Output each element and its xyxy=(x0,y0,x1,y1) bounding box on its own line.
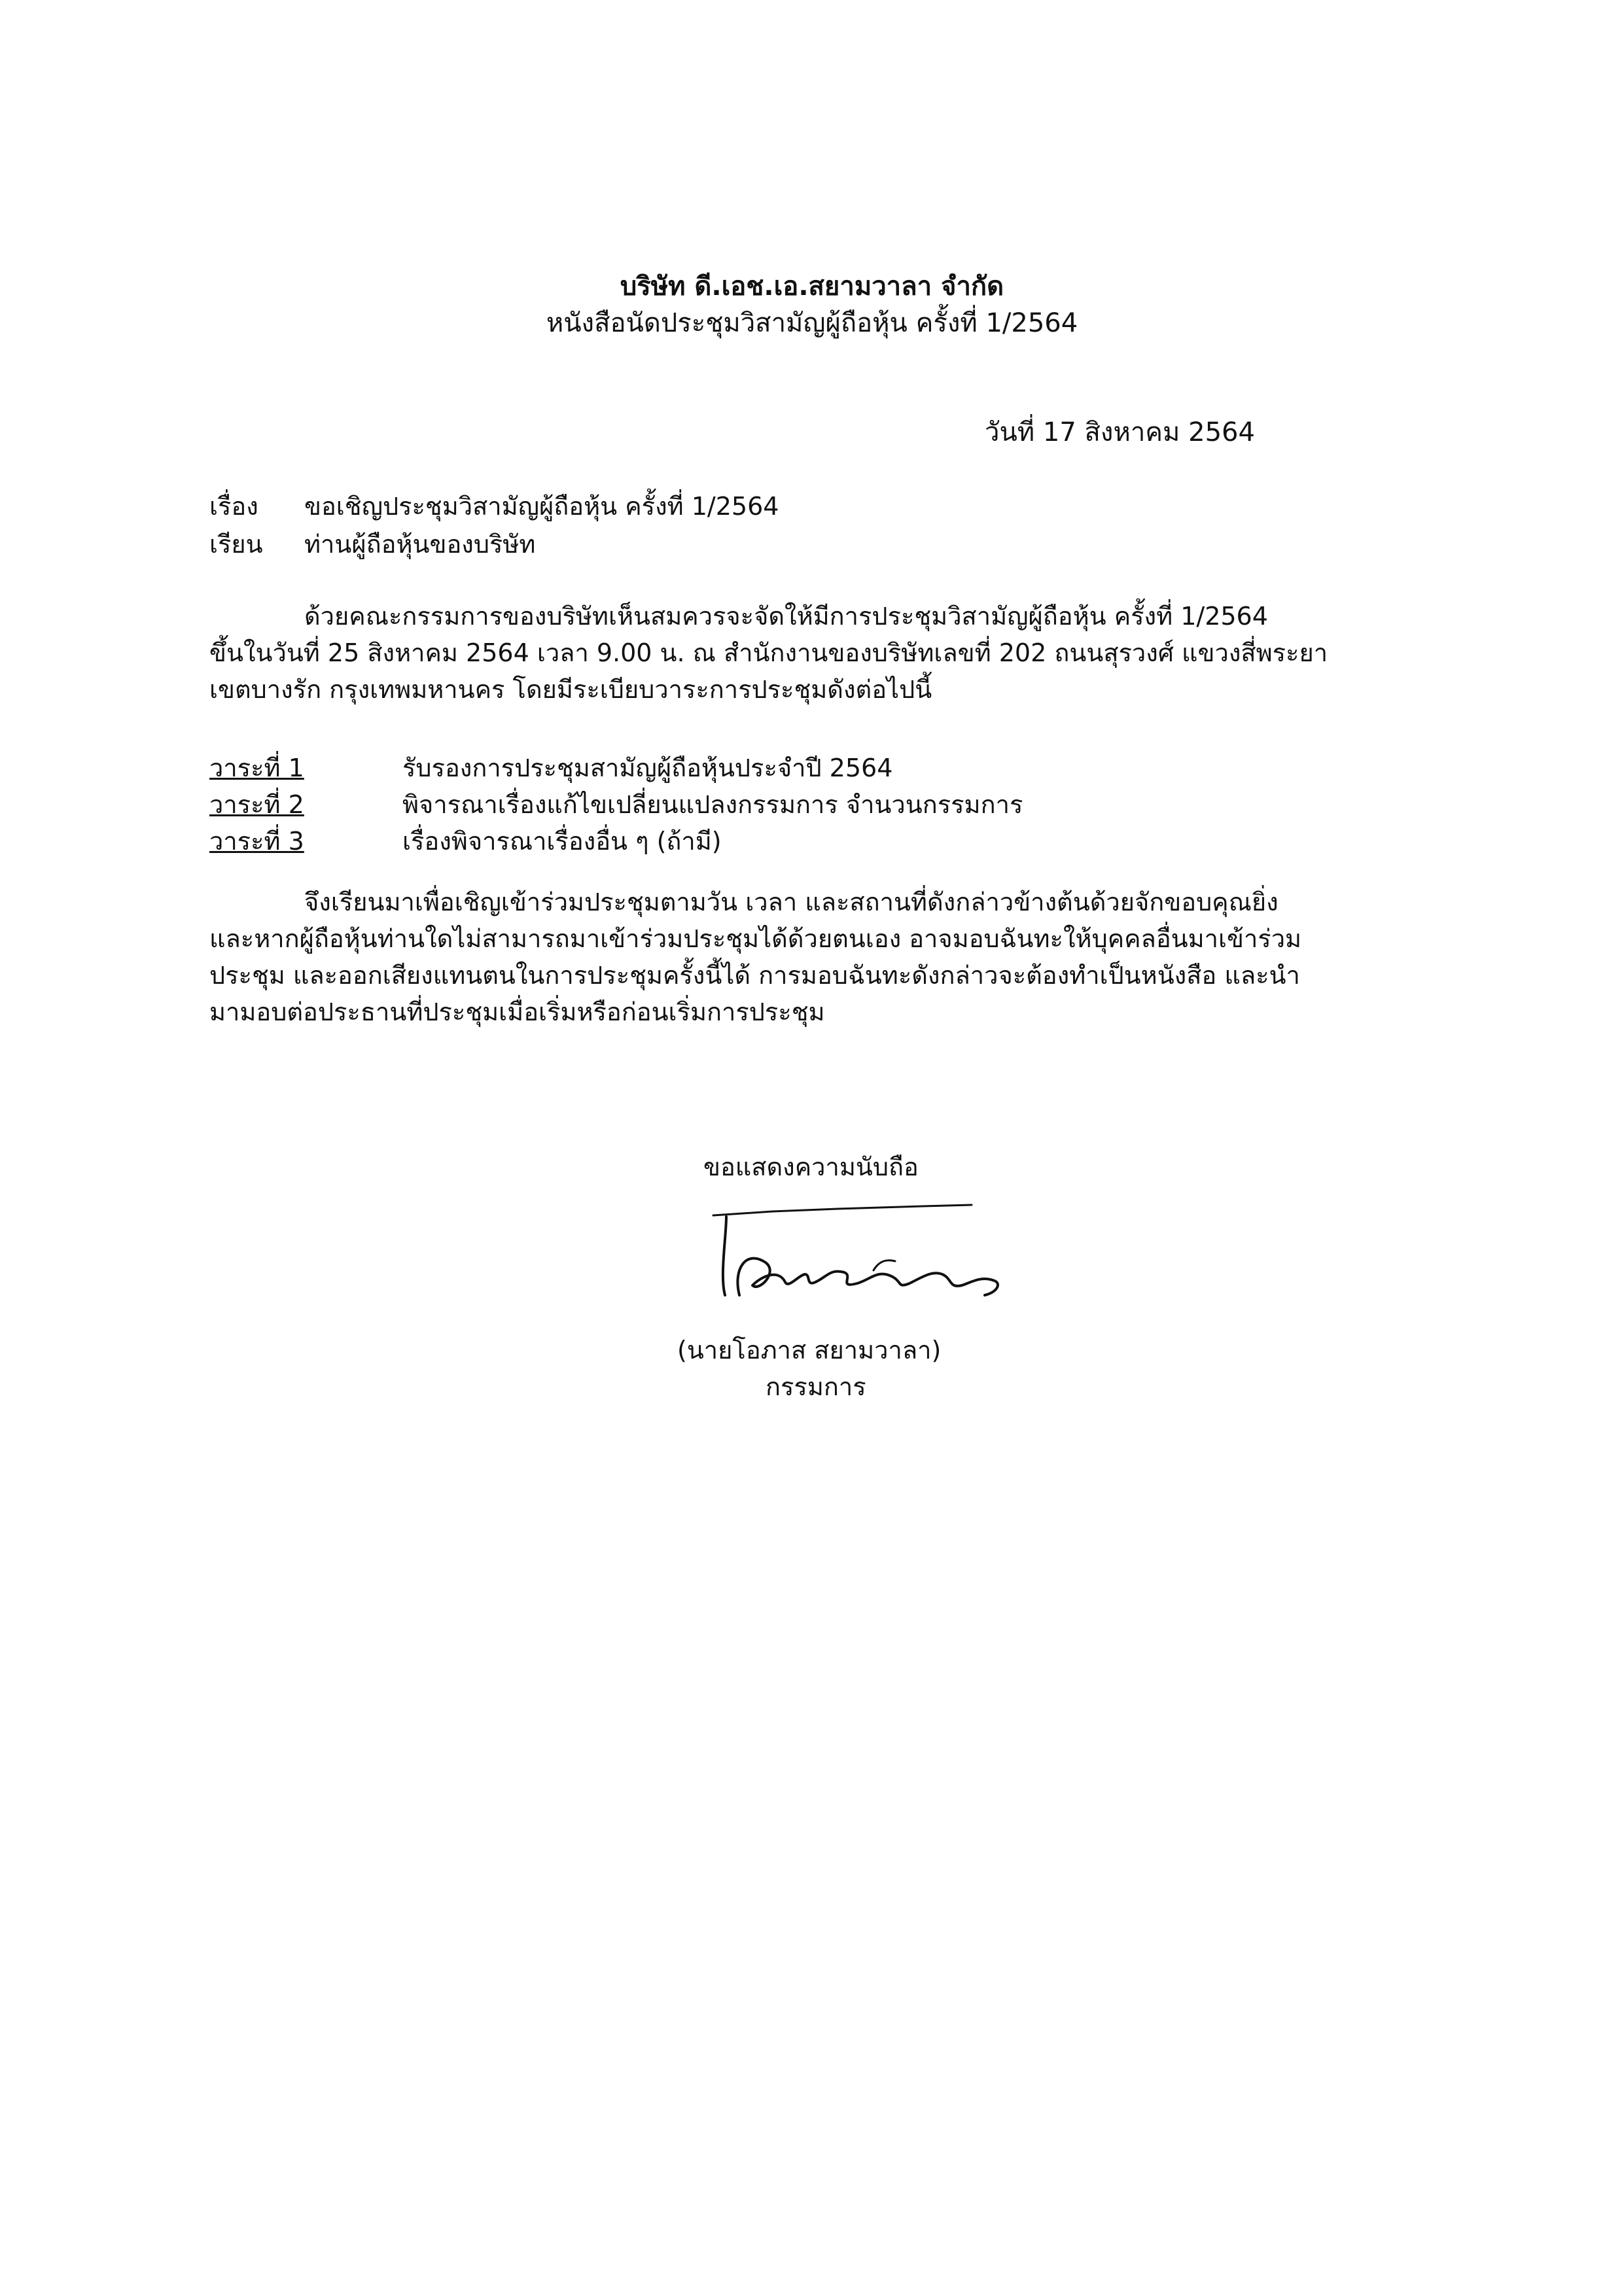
agenda-text: พิจารณาเรื่องแก้ไขเปลี่ยนแปลงกรรมการ จำนวนกรรมการ xyxy=(402,790,1023,819)
closing-line: และหากผู้ถือหุ้นท่านใดไม่สามารถมาเข้าร่วมประชุมได้ด้วยตนเอง อาจมอบฉันทะให้บุคคลอื่นมาเข้าร่วม xyxy=(209,924,1302,953)
recipient-text: ท่านผู้ถือหุ้นของบริษัท xyxy=(304,530,536,559)
intro-paragraph xyxy=(209,600,1433,710)
subject-text: ขอเชิญประชุมวิสามัญผู้ถือหุ้น ครั้งที่ 1/2564 xyxy=(304,492,779,521)
letter-date: วันที่ 17 สิงหาคม 2564 xyxy=(985,417,1255,447)
intro-line: ด้วยคณะกรรมการของบริษัทเห็นสมควรจะจัดให้มีการประชุมวิสามัญผู้ถือหุ้น ครั้งที่ 1/2564 xyxy=(304,602,1268,631)
intro-line: ขึ้นในวันที่ 25 สิงหาคม 2564 เวลา 9.00 น. ณ สำนักงานของบริษัทเลขที่ 202 ถนนสุรวงศ์ แขวงสี่พระยา xyxy=(209,638,1328,667)
closing-line: มามอบต่อประธานที่ประชุมเมื่อเริ่มหรือก่อนเริ่มการประชุม xyxy=(209,998,825,1026)
closing-line: ประชุม และออกเสียงแทนตนในการประชุมครั้งนี้ได้ การมอบฉันทะดังกล่าวจะต้องทำเป็นหนังสือ และนำ xyxy=(209,961,1300,990)
agenda-label: วาระที่ 3 xyxy=(209,827,304,856)
handwritten-signature xyxy=(707,1197,1008,1328)
subject-label: เรื่อง xyxy=(209,492,258,521)
recipient-label: เรียน xyxy=(209,530,263,559)
signer-name: (นายโอภาส สยามวาลา) xyxy=(677,1336,942,1365)
agenda-text: เรื่องพิจารณาเรื่องอื่น ๆ (ถ้ามี) xyxy=(402,827,722,856)
signer-title: กรรมการ xyxy=(766,1372,866,1401)
company-name: บริษัท ดี.เอช.เอ.สยามวาลา จำกัด xyxy=(620,271,1004,302)
agenda-text: รับรองการประชุมสามัญผู้ถือหุ้นประจำปี 2564 xyxy=(402,754,893,782)
intro-line: เขตบางรัก กรุงเทพมหานคร โดยมีระเบียบวาระการประชุมดังต่อไปนี้ xyxy=(209,675,932,704)
closing-paragraph xyxy=(209,886,1433,1033)
agenda-label: วาระที่ 1 xyxy=(209,754,304,782)
document-title: หนังสือนัดประชุมวิสามัญผู้ถือหุ้น ครั้งที่ 1/2564 xyxy=(546,308,1078,338)
regards-text: ขอแสดงความนับถือ xyxy=(703,1153,919,1181)
closing-line: จึงเรียนมาเพื่อเชิญเข้าร่วมประชุมตามวัน เวลา และสถานที่ดังกล่าวข้างต้นด้วยจักขอบคุณยิ่ง xyxy=(304,888,1279,916)
agenda-label: วาระที่ 2 xyxy=(209,790,304,819)
